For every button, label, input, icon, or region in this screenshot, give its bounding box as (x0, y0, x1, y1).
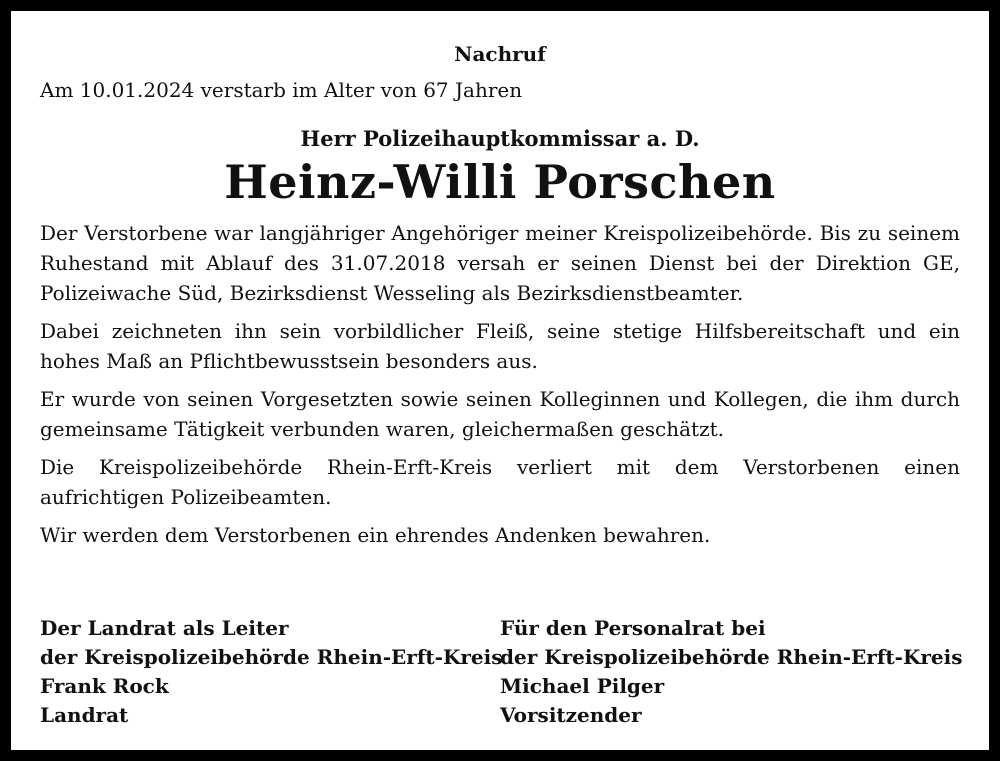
obituary-notice (40, 40, 963, 727)
signer-name: Michael Pilger (500, 674, 665, 698)
paragraph-career: Der Verstorbene war langjähriger Angehöriger meiner Kreispolizeibehörde. Bis zu seinem Ruhestand mit Ablauf des 31.07.2018 versah er seinen Dienst bei der Direktion GE, Polizeiwache Süd, Bezirksdienst Wesseling als Bezirksdienstbeamter. (40, 221, 960, 305)
notice-heading: Nachruf (454, 42, 546, 66)
deceased-rank: Herr Polizeihauptkommissar a. D. (300, 126, 700, 151)
death-announcement: Am 10.01.2024 verstarb im Alter von 67 Jahren (40, 78, 523, 102)
paragraph-loss: Die Kreispolizeibehörde Rhein-Erft-Kreis verliert mit dem Verstorbenen einen aufrichtigen Polizeibeamten. (40, 455, 960, 509)
signature-line: Der Landrat als Leiter (40, 616, 289, 640)
paragraph-qualities: Dabei zeichneten ihn sein vorbildlicher Fleiß, seine stetige Hilfsbereitschaft und ein hohes Maß an Pflichtbewusstsein besonders aus. (40, 319, 960, 373)
signature-line: der Kreispolizeibehörde Rhein-Erft-Kreis (500, 645, 963, 669)
paragraph-remembrance: Wir werden dem Verstorbenen ein ehrendes Andenken bewahren. (40, 523, 711, 547)
signature-landrat (40, 614, 503, 730)
signature-block (40, 614, 963, 730)
deceased-name: Heinz-Willi Porschen (224, 155, 776, 209)
signature-personalrat (500, 614, 963, 730)
signer-title: Vorsitzender (500, 703, 642, 727)
signature-line: der Kreispolizeibehörde Rhein-Erft-Kreis (40, 645, 503, 669)
signature-line: Für den Personalrat bei (500, 616, 766, 640)
paragraph-colleagues: Er wurde von seinen Vorgesetzten sowie seinen Kolleginnen und Kollegen, die ihm durch gemeinsame Tätigkeit verbunden waren, gleichermaßen geschätzt. (40, 387, 960, 441)
signer-name: Frank Rock (40, 674, 169, 698)
signer-title: Landrat (40, 703, 129, 727)
